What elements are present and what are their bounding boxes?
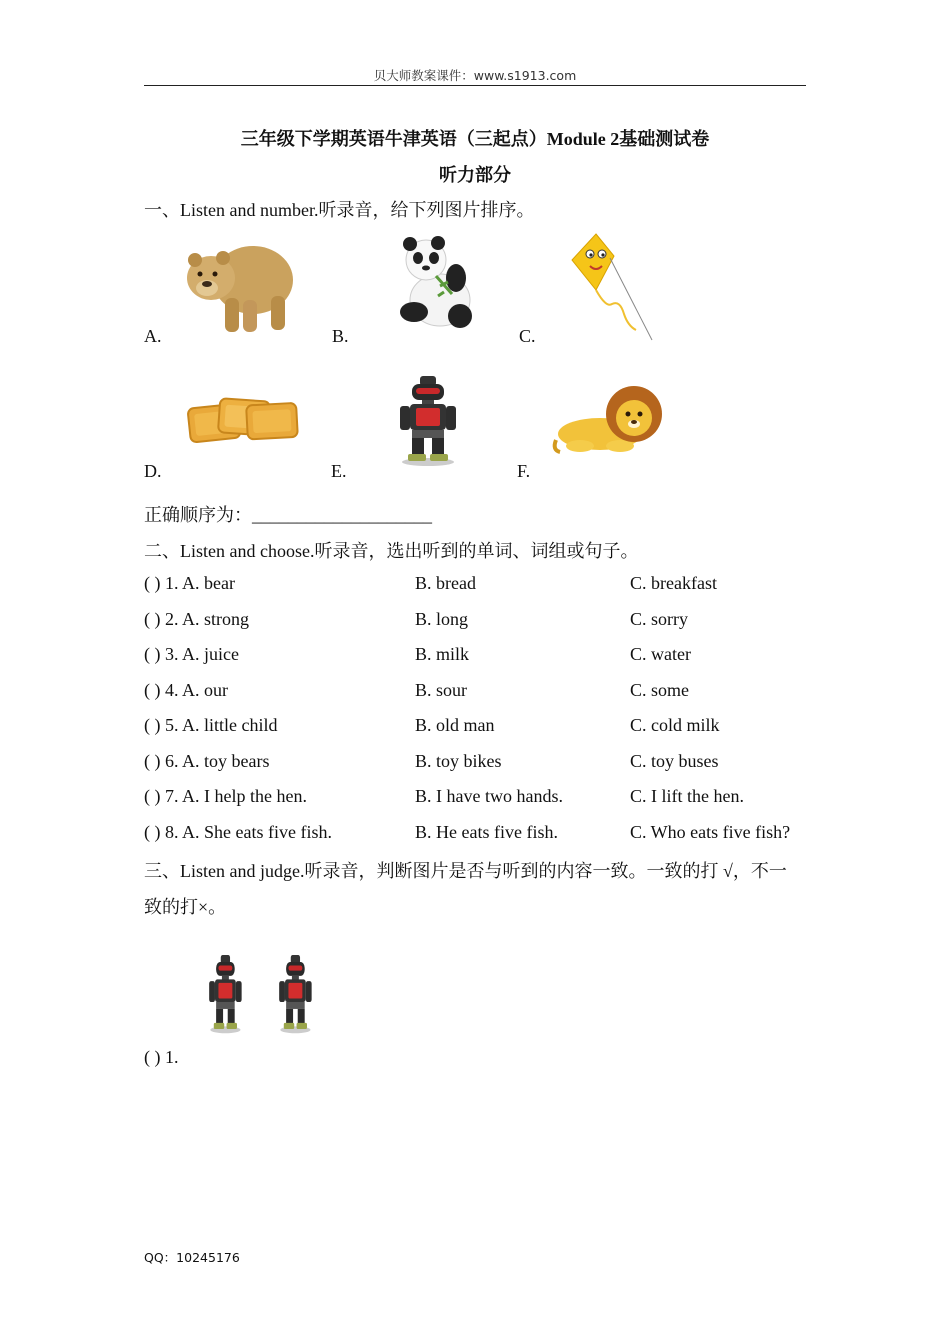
robot-picture	[398, 376, 458, 468]
question-8-option-c: C. Who eats five fish?	[630, 822, 791, 842]
label-b: B.	[332, 326, 349, 346]
question-8-option-b: B. He eats five fish.	[415, 822, 558, 842]
question-3-option-c: C. water	[630, 644, 691, 664]
section2-heading: 二、Listen and choose.听录音，选出听到的单词、词组或句子。	[144, 541, 639, 561]
answer-order-label: 正确顺序为：	[144, 505, 252, 525]
label-e: E.	[331, 461, 347, 481]
panda-picture	[396, 236, 476, 332]
section1-heading: 一、Listen and number.听录音，给下列图片排序。	[144, 200, 535, 220]
judge-item-1: ( ) 1.	[144, 1047, 179, 1067]
biscuits-picture	[185, 392, 300, 448]
question-4-option-b: B. sour	[415, 680, 468, 700]
bear-picture	[185, 232, 297, 338]
answer-order-blank[interactable]: ____________________	[252, 505, 432, 525]
answer-order-line	[144, 501, 432, 527]
label-c: C.	[519, 326, 536, 346]
question-7-option-b: B. I have two hands.	[415, 786, 563, 806]
question-4-option-c: C. some	[630, 680, 690, 700]
label-d: D.	[144, 461, 162, 481]
question-5-option-c: C. cold milk	[630, 715, 720, 735]
two-robots-picture	[208, 955, 348, 1035]
kite-picture	[566, 230, 656, 342]
header-divider	[144, 85, 806, 86]
lion-picture	[550, 380, 662, 456]
question-5-option-b: B. old man	[415, 715, 495, 735]
question-2-option-b: B. long	[415, 609, 469, 629]
section3-heading-line1: 三、Listen and judge.听录音，判断图片是否与听到的内容一致。一致的打 √，不一	[144, 861, 787, 881]
question-5-option-a: ( ) 5. A. little child	[144, 715, 278, 735]
question-2-option-c: C. sorry	[630, 609, 688, 629]
question-3-option-a: ( ) 3. A. juice	[144, 644, 239, 664]
page-title: 三年级下学期英语牛津英语（三起点）Module 2基础测试卷	[240, 129, 710, 149]
question-7-option-c: C. I lift the hen.	[630, 786, 744, 806]
section3-heading-line2: 致的打×。	[144, 897, 227, 917]
label-a: A.	[144, 326, 162, 346]
question-8-option-a: ( ) 8. A. She eats five fish.	[144, 822, 332, 842]
label-f: F.	[517, 461, 531, 481]
question-3-option-b: B. milk	[415, 644, 470, 664]
question-6-option-b: B. toy bikes	[415, 751, 502, 771]
question-1-option-c: C. breakfast	[630, 573, 717, 593]
question-2-option-a: ( ) 2. A. strong	[144, 609, 249, 629]
question-1-option-b: B. bread	[415, 573, 476, 593]
question-4-option-a: ( ) 4. A. our	[144, 680, 228, 700]
question-6-option-a: ( ) 6. A. toy bears	[144, 751, 270, 771]
question-7-option-a: ( ) 7. A. I help the hen.	[144, 786, 307, 806]
question-1-option-a: ( ) 1. A. bear	[144, 573, 235, 593]
section-subtitle: 听力部分	[439, 165, 511, 185]
page-header: 贝大师教案课件：www.s1913.com	[373, 68, 577, 83]
page-footer: QQ：10245176	[144, 1250, 240, 1265]
question-6-option-c: C. toy buses	[630, 751, 719, 771]
